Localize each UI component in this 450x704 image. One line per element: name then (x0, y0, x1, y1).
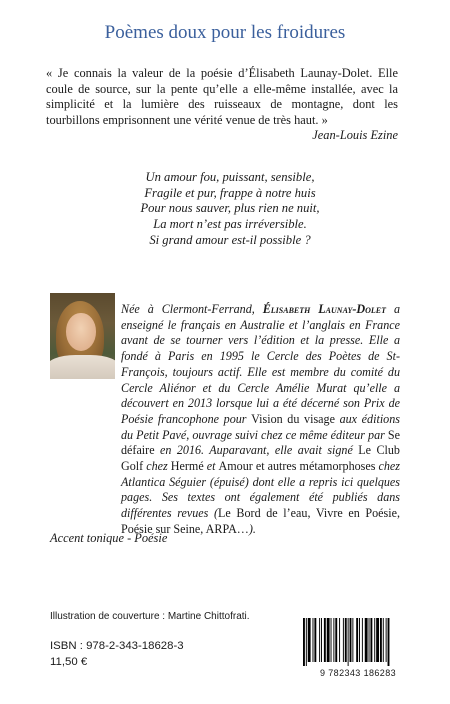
poem-line: La mort n’est pas irréversible. (153, 217, 307, 232)
barcode-bar (356, 618, 358, 662)
poem-line: Fragile et pur, frappe à notre huis (144, 185, 316, 200)
barcode-bar (362, 618, 363, 662)
barcode-bar (327, 618, 330, 662)
barcode-bar (314, 618, 316, 662)
poem-line: Un amour fou, puissant, sensible, (145, 170, 315, 184)
journal-list: Le Bord de l’eau, Vivre en Poésie, Poésie sur Seine, ARPA… (121, 506, 401, 536)
barcode-bar (388, 618, 390, 666)
quote-author: Jean-Louis Ezine (312, 128, 398, 142)
barcode-bar (359, 618, 360, 662)
barcode-bar (319, 618, 320, 662)
poem-line: Si grand amour est-il possible ? (149, 232, 311, 247)
barcode-bar (369, 618, 370, 662)
barcode-bar (339, 618, 340, 662)
author-biography (48, 302, 400, 538)
isbn: ISBN : 978-2-343-18628-3 (50, 640, 184, 652)
bio-text: ). (248, 521, 256, 536)
poem-excerpt (110, 170, 350, 249)
bio-text: aux éditions du Petit Pavé, ouvrage suivi chez ce même éditeur par (121, 411, 400, 442)
barcode-bar (370, 618, 372, 662)
barcode-bar (313, 618, 314, 662)
barcode-bar (331, 618, 332, 662)
barcode-bar (386, 618, 387, 662)
barcode-bar (374, 618, 375, 662)
book-title: Poèmes doux pour les froidures (104, 22, 346, 43)
book-title-ref: Se défaire (121, 427, 400, 458)
author-name: Élisabeth Launay-Dolet (262, 302, 387, 316)
barcode-bar (321, 618, 322, 662)
bio-text: chez Atlantica Séguier (épuisé) dont elle a repris ici quelques pages. Ses textes ont également été publiés dans différentes revues ( (121, 459, 401, 521)
bio-text: et (203, 459, 219, 474)
bio-text: en 2016. Auparavant, elle avait signé (154, 443, 359, 458)
barcode-bar (383, 618, 384, 662)
book-title-ref: Le Club Golf (121, 443, 400, 474)
barcode-bar (376, 618, 379, 662)
barcode-bar (308, 618, 311, 662)
barcode-bar (350, 618, 352, 662)
barcode-bar (324, 618, 326, 662)
barcode-bar (335, 618, 337, 662)
barcode-bar (380, 618, 382, 662)
bio-text: Née à Clermont-Ferrand, (121, 302, 263, 316)
barcode-bar (352, 618, 353, 662)
barcode-bar (306, 618, 307, 666)
barcode-bar (303, 618, 305, 666)
price: 11,50 € (50, 656, 88, 668)
bio-text: chez (143, 459, 171, 474)
barcode-bar (333, 618, 334, 662)
barcode-bar (365, 618, 368, 662)
barcode-bar (345, 618, 347, 662)
barcode-bar (343, 618, 344, 662)
bio-text: a enseigné le français en Australie et l’anglais en France avant de se tourner vers l’édition et la presse. Elle a fondé à Paris en 1995 le Cercle des Poètes de St-François, toujours actif. Elle est membre du comité du Cercle Aliénor et du Cercle Amélie Murat qu’elle a découvert en 2013 lorsque lui a été décerné son Prix de Poésie francophone pour (121, 302, 400, 426)
book-title-ref: Amour et autres métamorphoses (218, 459, 376, 474)
barcode-bar (348, 618, 349, 666)
collection-name: Accent tonique - Poésie (50, 531, 168, 545)
illustration-credit: Illustration de couverture : Martine Chittofrati. (50, 611, 250, 622)
bio-paragraph (48, 302, 400, 538)
book-title-ref: Vision du visage (251, 411, 335, 426)
back-cover-quote: « Je connais la valeur de la poésie d’Élisabeth Launay-Dolet. Elle coule de source, sur la pente qu’elle a elle-même installée, avec la simplicité et la lumière des ruisseaux de montagne, dont les tourbillons emprisonnent une vérité venue de très haut. » (46, 66, 398, 127)
barcode-number: 9 782343 186283 (319, 668, 397, 678)
publisher-ref: Hermé (170, 459, 204, 474)
poem-line: Pour nous sauver, plus rien ne nuit, (140, 201, 320, 216)
